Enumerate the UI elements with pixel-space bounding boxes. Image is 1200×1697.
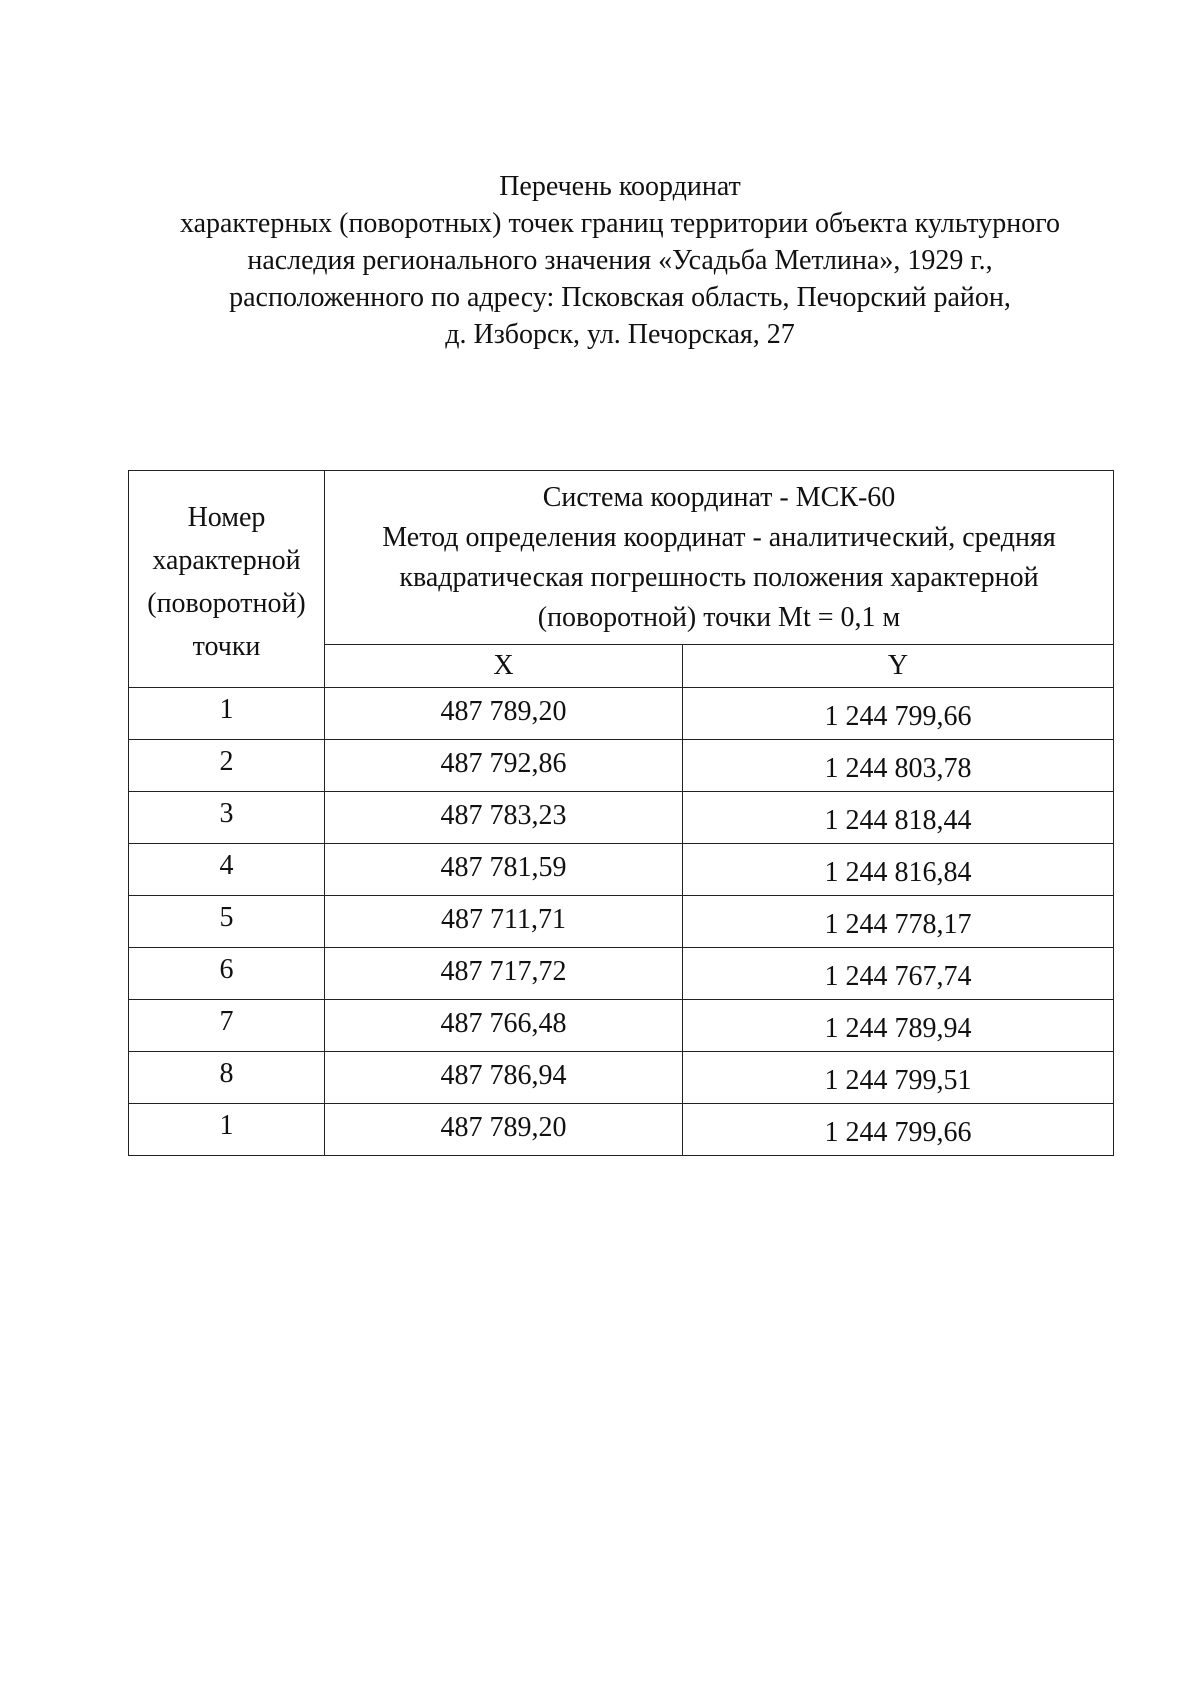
point-number-cell: 7 <box>129 1000 325 1052</box>
table-row <box>129 1000 1114 1052</box>
point-number-cell: 1 <box>129 1104 325 1156</box>
point-number-cell: 4 <box>129 844 325 896</box>
coordinate-system-header <box>325 471 1114 645</box>
x-coordinate-cell: 487 789,20 <box>325 688 683 740</box>
header-line: характерной <box>152 545 301 576</box>
header-line: Метод определения координат - аналитический, средняя <box>382 521 1056 553</box>
point-number-cell: 3 <box>129 792 325 844</box>
x-coordinate-cell: 487 781,59 <box>325 844 683 896</box>
header-line: (поворотной) точки Mt = 0,1 м <box>537 601 901 633</box>
table-row <box>129 948 1114 1000</box>
x-coordinate-cell: 487 783,23 <box>325 792 683 844</box>
document-title <box>120 168 1120 353</box>
table-header-row <box>129 471 1114 645</box>
x-coordinate-cell: 487 711,71 <box>325 896 683 948</box>
x-coordinate-cell: 487 786,94 <box>325 1052 683 1104</box>
title-line: Перечень координат <box>499 171 741 202</box>
title-line: характерных (поворотных) точек границ территории объекта культурного <box>179 208 1061 239</box>
y-coordinate-cell: 1 244 818,44 <box>683 792 1114 844</box>
y-coordinate-cell: 1 244 767,74 <box>683 948 1114 1000</box>
x-coordinate-cell: 487 792,86 <box>325 740 683 792</box>
coordinates-table <box>128 470 1114 1156</box>
x-coordinate-cell: 487 789,20 <box>325 1104 683 1156</box>
y-coordinate-cell: 1 244 789,94 <box>683 1000 1114 1052</box>
header-line: (поворотной) <box>147 588 306 619</box>
x-coordinate-cell: 487 766,48 <box>325 1000 683 1052</box>
point-number-cell: 2 <box>129 740 325 792</box>
title-line: д. Изборск, ул. Печорская, 27 <box>445 319 795 350</box>
table-row <box>129 740 1114 792</box>
y-coordinate-cell: 1 244 778,17 <box>683 896 1114 948</box>
header-line: Номер <box>187 502 266 533</box>
table-row <box>129 792 1114 844</box>
y-coordinate-cell: 1 244 799,66 <box>683 1104 1114 1156</box>
point-number-cell: 8 <box>129 1052 325 1104</box>
y-coordinate-cell: 1 244 799,51 <box>683 1052 1114 1104</box>
header-line: точки <box>192 631 261 662</box>
title-line: наследия регионального значения «Усадьба Метлина», 1929 г., <box>247 245 993 276</box>
title-line: расположенного по адресу: Псковская область, Печорский район, <box>229 282 1011 313</box>
y-column-header: Y <box>683 645 1114 688</box>
table-row <box>129 688 1114 740</box>
x-coordinate-cell: 487 717,72 <box>325 948 683 1000</box>
point-number-cell: 6 <box>129 948 325 1000</box>
table-row <box>129 896 1114 948</box>
header-line: Система координат - МСК-60 <box>542 481 896 513</box>
table-row <box>129 1104 1114 1156</box>
x-column-header: X <box>325 645 683 688</box>
table-row <box>129 1052 1114 1104</box>
point-number-cell: 1 <box>129 688 325 740</box>
header-line: квадратическая погрешность положения характерной <box>399 561 1039 593</box>
table-row <box>129 844 1114 896</box>
point-number-cell: 5 <box>129 896 325 948</box>
y-coordinate-cell: 1 244 803,78 <box>683 740 1114 792</box>
y-coordinate-cell: 1 244 816,84 <box>683 844 1114 896</box>
point-number-header <box>129 471 325 688</box>
y-coordinate-cell: 1 244 799,66 <box>683 688 1114 740</box>
